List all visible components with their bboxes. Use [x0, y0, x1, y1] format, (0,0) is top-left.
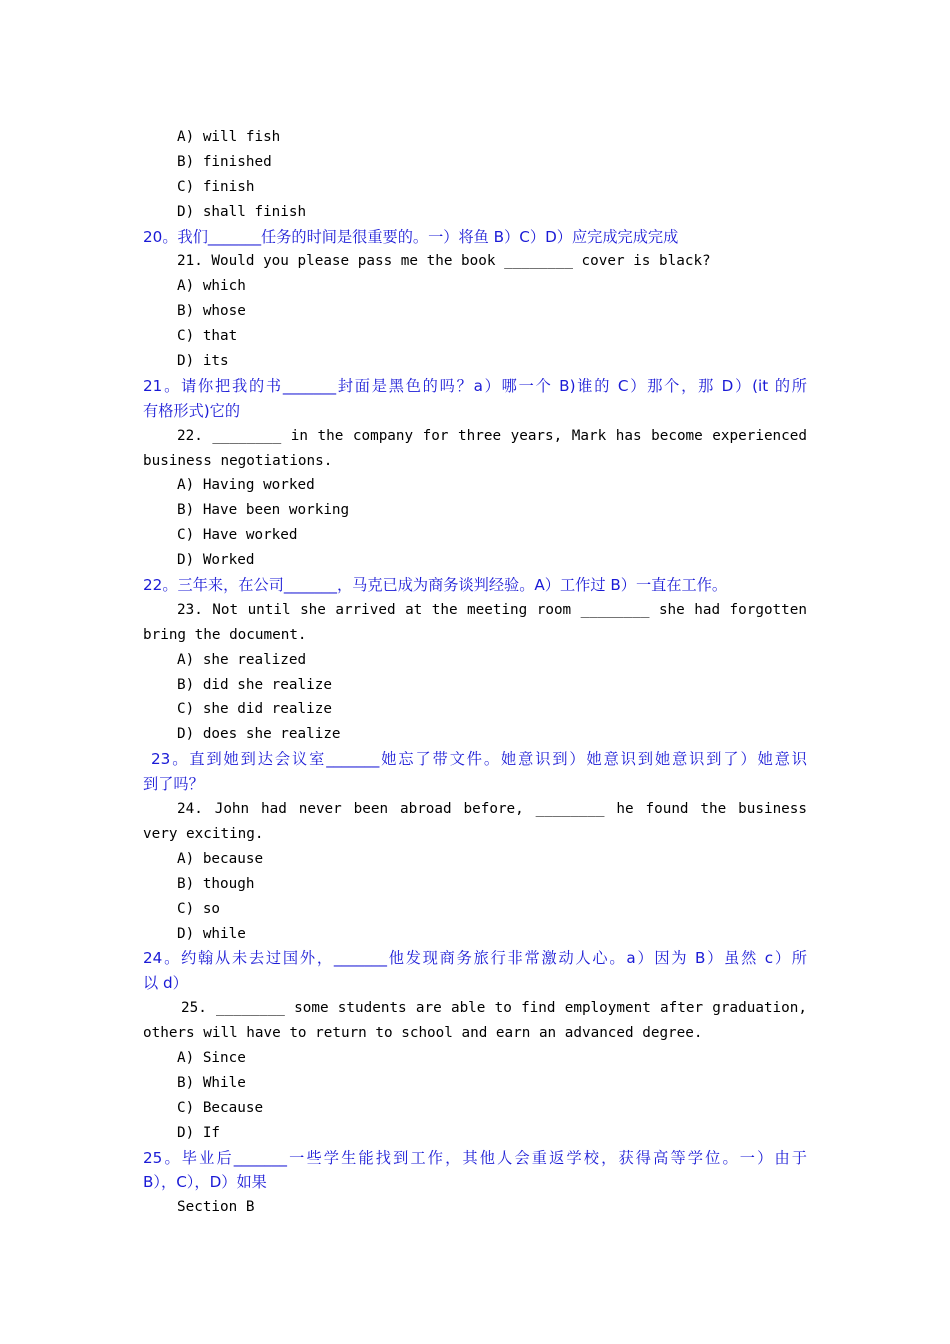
q25-stem-line1	[143, 996, 807, 1021]
q21-option-b: B) whose	[177, 303, 246, 320]
q25-translation-line1: 25。毕业后_______一些学生能找到工作，其他人会重返学校，获得高等学位。一）由于	[143, 1148, 807, 1167]
q22-option-a: A) Having worked	[177, 477, 315, 494]
q24-translation-line2: 以 d）	[143, 974, 188, 993]
q25-stem-line2: others will have to return to school and earn an advanced degree.	[143, 1025, 703, 1042]
q22-translation: 22。三年来，在公司_______，马克已成为商务谈判经验。A）工作过 B）一直在工作。	[143, 576, 728, 595]
q23-stem-text: 23. Not until she arrived at the meeting room ________ she had forgotten	[177, 601, 807, 618]
q25-option-d: D) If	[177, 1124, 221, 1141]
q24-option-d: D) while	[177, 925, 246, 942]
q19-option-c: C) finish	[177, 178, 255, 195]
q22-option-c: C) Have worked	[177, 527, 298, 544]
q19-option-b: B) finished	[177, 153, 272, 170]
q25-translation-line2: B），C），D）如果	[143, 1173, 267, 1192]
q23-translation-line1: 23。直到她到达会议室_______她忘了带文件。她意识到）她意识到她意识到了）她意识	[151, 750, 807, 769]
q23-option-b: B) did she realize	[177, 676, 332, 693]
q21-translation-line1: 21。请你把我的书_______封面是黑色的吗？a）哪一个 B)谁的 C）那个，那 D）(it 的所	[143, 376, 807, 395]
q25-stem-text: 25. ________ some students are able to find employment after graduation,	[181, 1000, 807, 1017]
q21-option-d: D) its	[177, 353, 229, 370]
q22-option-d: D) Worked	[177, 552, 255, 569]
q24-option-b: B) though	[177, 875, 255, 892]
q22-stem-line2: business negotiations.	[143, 452, 333, 469]
q24-stem-text: 24. John had never been abroad before, ________ he found the business	[177, 801, 807, 818]
q23-stem-line1	[143, 598, 807, 623]
q22-stem-text: 22. ________ in the company for three years, Mark has become experienced	[177, 427, 807, 444]
q25-option-a: A) Since	[177, 1049, 246, 1066]
q23-option-a: A) she realized	[177, 651, 307, 668]
q21-option-c: C) that	[177, 328, 238, 345]
q21-translation-line2: 有格形式)它的	[143, 401, 241, 420]
q22-stem-line1	[143, 424, 807, 449]
q23-option-d: D) does she realize	[177, 726, 341, 743]
document-page	[143, 125, 807, 1220]
q23-option-c: C) she did realize	[177, 701, 332, 718]
q25-option-c: C) Because	[177, 1099, 264, 1116]
q23-stem-line2: bring the document.	[143, 626, 307, 643]
q24-option-c: C) so	[177, 900, 221, 917]
q22-option-b: B) Have been working	[177, 502, 350, 519]
q25-option-b: B) While	[177, 1074, 246, 1091]
q20-translation: 20。我们_______任务的时间是很重要的。一）将鱼 B）C）D）应完成完成完成	[143, 227, 679, 246]
q21-option-a: A) which	[177, 278, 246, 295]
q19-option-a: A) will fish	[177, 129, 281, 145]
q24-translation-line1: 24。约翰从未去过国外，_______他发现商务旅行非常激动人心。a）因为 B）虽然 c）所	[143, 949, 807, 968]
q19-option-d: D) shall finish	[177, 203, 307, 220]
q23-translation-line2: 到了吗？	[143, 775, 204, 794]
section-b-heading: Section B	[177, 1199, 255, 1216]
q21-stem: 21. Would you please pass me the book ________ cover is black?	[177, 253, 711, 270]
q24-stem-line1	[143, 797, 807, 822]
q24-option-a: A) because	[177, 850, 264, 867]
q24-stem-line2: very exciting.	[143, 825, 264, 842]
